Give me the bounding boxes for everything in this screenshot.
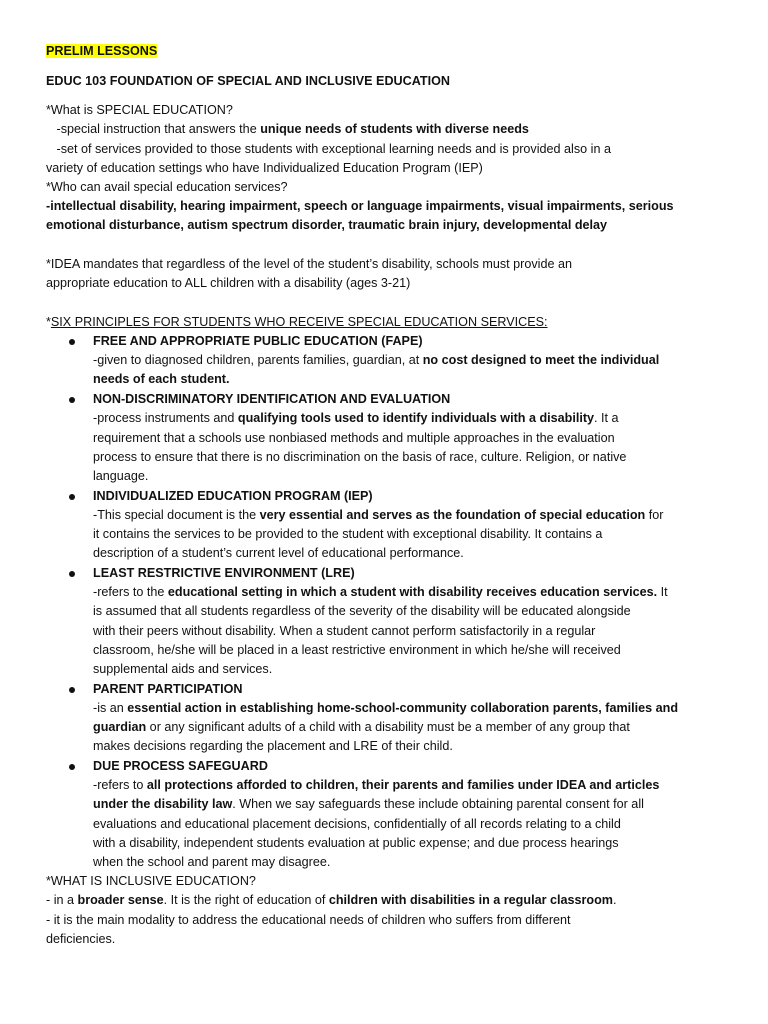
principle-due-text-3: evaluations and educational placement decisions, confidentially of all records relating to a child (93, 817, 621, 831)
special-ed-definition-2-cont: variety of education settings who have Individualized Education Program (IEP) (46, 161, 483, 175)
principle-due-text-5: when the school and parent may disagree. (93, 855, 331, 869)
special-ed-question: *What is SPECIAL EDUCATION? (46, 103, 233, 117)
avail-list-2: emotional disturbance, autism spectrum disorder, traumatic brain injury, developmental delay (46, 218, 608, 232)
principle-lre-text-5: supplemental aids and services. (93, 662, 273, 676)
bullet-icon (69, 494, 75, 500)
principle-nde-text-1: -process instruments and qualifying tools used to identify individuals with a disability. It a (93, 411, 619, 425)
principle-iep-title: INDIVIDUALIZED EDUCATION PROGRAM (IEP) (93, 489, 373, 503)
bullet-icon (69, 339, 75, 345)
principle-parent-text-2: guardian or any significant adults of a child with a disability must be a member of any group that (93, 720, 630, 734)
idea-mandate-2: appropriate education to ALL children with a disability (ages 3-21) (46, 276, 411, 290)
special-ed-definition-2: -set of services provided to those students with exceptional learning needs and is provided also in a (46, 142, 611, 156)
idea-mandate-1: *IDEA mandates that regardless of the level of the student’s disability, schools must provide an (46, 257, 572, 271)
prelim-heading (46, 43, 157, 60)
avail-list-1: -intellectual disability, hearing impairment, speech or language impairments, visual impairments, serious (46, 199, 674, 213)
principle-fape-title: FREE AND APPROPRIATE PUBLIC EDUCATION (FAPE) (93, 334, 423, 348)
principle-lre-title: LEAST RESTRICTIVE ENVIRONMENT (LRE) (93, 566, 355, 580)
principle-due-text-1: -refers to all protections afforded to children, their parents and families under IDEA and articles (93, 778, 660, 792)
principle-nde-text-2: requirement that a schools use nonbiased methods and multiple approaches in the evaluation (93, 431, 615, 445)
bullet-icon (69, 764, 75, 770)
inclusive-text-1: - in a broader sense. It is the right of education of children with disabilities in a regular classroom. (46, 893, 617, 907)
principle-lre-text-3: with their peers without disability. When a student cannot perform satisfactorily in a regular (93, 624, 596, 638)
principles-heading: *SIX PRINCIPLES FOR STUDENTS WHO RECEIVE SPECIAL EDUCATION SERVICES: (46, 315, 548, 329)
principle-nde-text-3: process to ensure that there is no discrimination on the basis of race, culture. Religion, or native (93, 450, 627, 464)
bullet-icon (69, 571, 75, 577)
principle-parent-text-1: -is an essential action in establishing home-school-community collaboration parents, families and (93, 701, 679, 715)
principle-fape-text-1: -given to diagnosed children, parents families, guardian, at no cost designed to meet the individual (93, 353, 660, 367)
principle-parent-text-3: makes decisions regarding the placement and LRE of their child. (93, 739, 453, 753)
principle-lre-text-4: classroom, he/she will be placed in a least restrictive environment in which he/she will received (93, 643, 621, 657)
principle-lre-text-2: is assumed that all students regardless of the severity of the disability will be educated alongside (93, 604, 631, 618)
principle-due-text-2: under the disability law. When we say safeguards these include obtaining parental consent for all (93, 797, 644, 811)
principle-iep-text-1: -This special document is the very essential and serves as the foundation of special education for (93, 508, 664, 522)
principle-due-text-4: with a disability, independent students evaluation at public expense; and due process hearings (93, 836, 619, 850)
principle-nde-text-4: language. (93, 469, 149, 483)
principle-iep-text-3: description of a student’s current level of educational performance. (93, 546, 464, 560)
principle-parent-title: PARENT PARTICIPATION (93, 682, 243, 696)
inclusive-text-3: deficiencies. (46, 932, 116, 946)
principle-due-title: DUE PROCESS SAFEGUARD (93, 759, 268, 773)
inclusive-text-2: - it is the main modality to address the educational needs of children who suffers from different (46, 913, 571, 927)
bullet-icon (69, 687, 75, 693)
bullet-icon (69, 397, 75, 403)
principle-fape-text-2: needs of each student. (93, 372, 230, 386)
course-title: EDUC 103 FOUNDATION OF SPECIAL AND INCLUSIVE EDUCATION (46, 74, 450, 88)
prelim-highlight: PRELIM LESSONS (46, 44, 158, 58)
inclusive-question: *WHAT IS INCLUSIVE EDUCATION? (46, 874, 256, 888)
principle-nde-title: NON-DISCRIMINATORY IDENTIFICATION AND EVALUATION (93, 392, 451, 406)
avail-question: *Who can avail special education services? (46, 180, 288, 194)
special-ed-definition-1: -special instruction that answers the unique needs of students with diverse needs (46, 122, 529, 136)
principle-iep-text-2: it contains the services to be provided to the student with exceptional disability. It contains a (93, 527, 603, 541)
principle-lre-text-1: -refers to the educational setting in which a student with disability receives education services. It (93, 585, 668, 599)
